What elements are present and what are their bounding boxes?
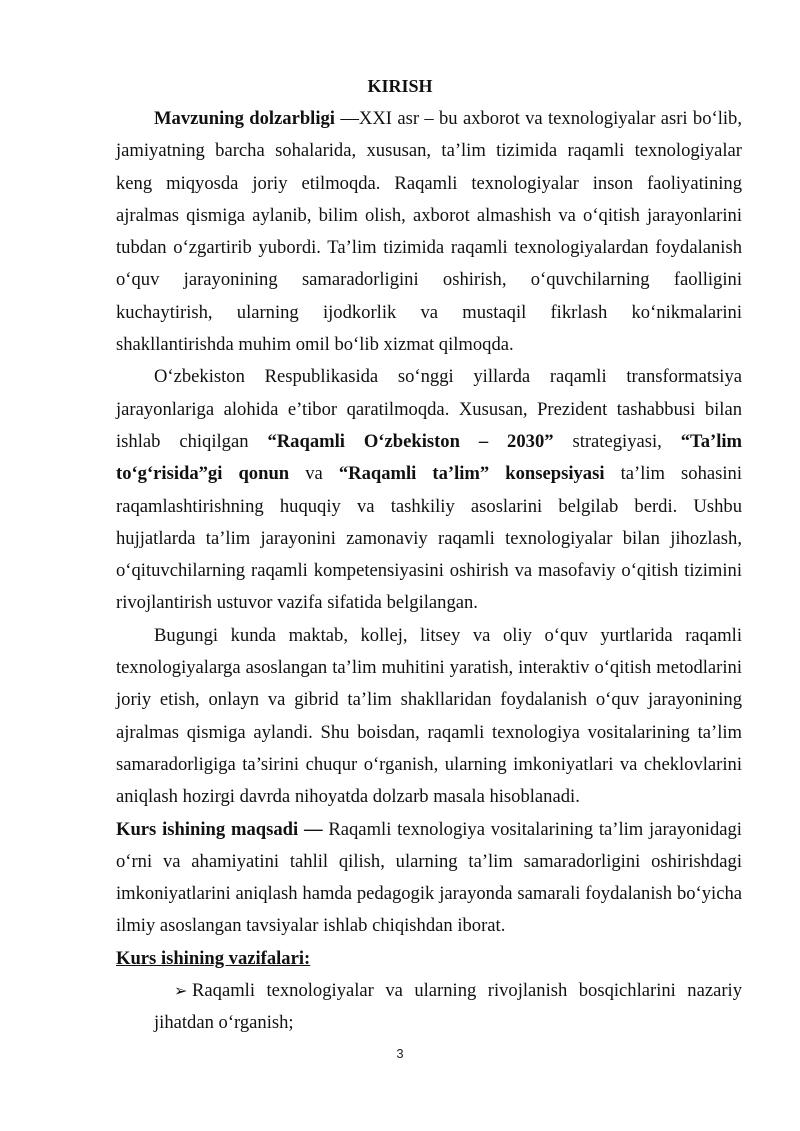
- list-item: [116, 975, 742, 1040]
- document-body: [116, 103, 742, 1040]
- page-title: KIRISH: [367, 76, 433, 96]
- goal-lead: Kurs ishining maqsadi —: [116, 818, 323, 840]
- uzbekistan-text-1: O‘zbekiston Respublikasida so‘nggi yillarda raqamli transformatsiya jarayonlariga alohida e’tibor qaratilmoqda. Xususan, Prezident tashabbusi bilan ishlab chiqilgan: [116, 366, 742, 452]
- uzbekistan-text-4: ta’lim sohasini raqamlashtirishning huquqiy va tashkiliy asoslarini belgilab berdi. Ushbu hujjatlarda ta’lim jarayonini zamonaviy raqamli texnologiyalar bilan jihozlash, o‘qituvchilarning raqamli kompetensiyasini oshirish va masofaviy o‘qitish tizimini rivojlantirish ustuvor vazifa sifatida belgilangan.: [116, 463, 743, 614]
- paragraph-today: Bugungi kunda maktab, kollej, litsey va oliy o‘quv yurtlarida raqamli texnologiyalarga asoslangan ta’lim muhitini yaratish, interaktiv o‘qitish metodlarini joriy etish, onlayn va gibrid ta’lim shakllaridan foydalanish o‘quv jarayonining ajralmas qismiga aylandi. Shu boisdan, raqamli texnologiya vositalarining ta’lim samaradorligiga ta’sirini chuqur o‘rganish, ularning imkoniyatlari va cheklovlarini aniqlash hozirgi davrda nihoyatda dolzarb masala hisoblanadi.: [116, 624, 742, 808]
- law-name: “Ta’lim to‘g‘risida”gi qonun: [116, 430, 743, 485]
- uzbekistan-text-2: strategiyasi,: [553, 430, 681, 452]
- tasks-heading: [116, 943, 742, 975]
- list-item-text: Raqamli texnologiyalar va ularning rivojlanish bosqichlarini nazariy jihatdan o‘rganish;: [154, 980, 742, 1034]
- page-number: 3: [396, 1046, 404, 1061]
- arrow-bullet-icon: ➢: [174, 981, 188, 1001]
- paragraph-relevance: [116, 103, 742, 361]
- concept-name: “Raqamli ta’lim” konsepsiyasi: [338, 463, 605, 485]
- relevance-text: —XXI asr – bu axborot va texnologiyalar asri bo‘lib, jamiyatning barcha sohalarida, xususan, ta’lim tizimida raqamli texnologiyalar keng miqyosda joriy etilmoqda. Raqamli texnologiyalar inson faoliyatining ajralmas qismiga aylanib, bilim olish, axborot almashish va o‘qitish jarayonlarini tubdan o‘zgartirib yubordi. Ta’lim tizimida raqamli texnologiyalardan foydalanish o‘quv jarayonining samaradorligini oshirish, o‘quvchilarning faolligini kuchaytirish, ularning ijodkorlik va mustaqil fikrlash ko‘nikmalarini shakllantirishda muhim omil bo‘lib xizmat qilmoqda.: [116, 108, 742, 356]
- paragraph-uzbekistan: [116, 361, 742, 619]
- paragraph-goal: [116, 814, 742, 943]
- tasks-heading-text: Kurs ishining vazifalari:: [116, 947, 311, 969]
- relevance-lead: Mavzuning dolzarbligi: [154, 108, 335, 129]
- goal-text: Raqamli texnologiya vositalarining ta’lim jarayonidagi o‘rni va ahamiyatini tahlil qilish, ularning ta’lim samaradorligini oshirishdagi imkoniyatlarini aniqlash hamda pedagogik jarayonda samarali foydalanish bo‘yicha ilmiy asoslangan tavsiyalar ishlab chiqishdan iborat.: [116, 818, 742, 937]
- uzbekistan-text-3: va: [289, 463, 339, 485]
- strategy-name: “Raqamli O‘zbekiston – 2030”: [267, 430, 554, 452]
